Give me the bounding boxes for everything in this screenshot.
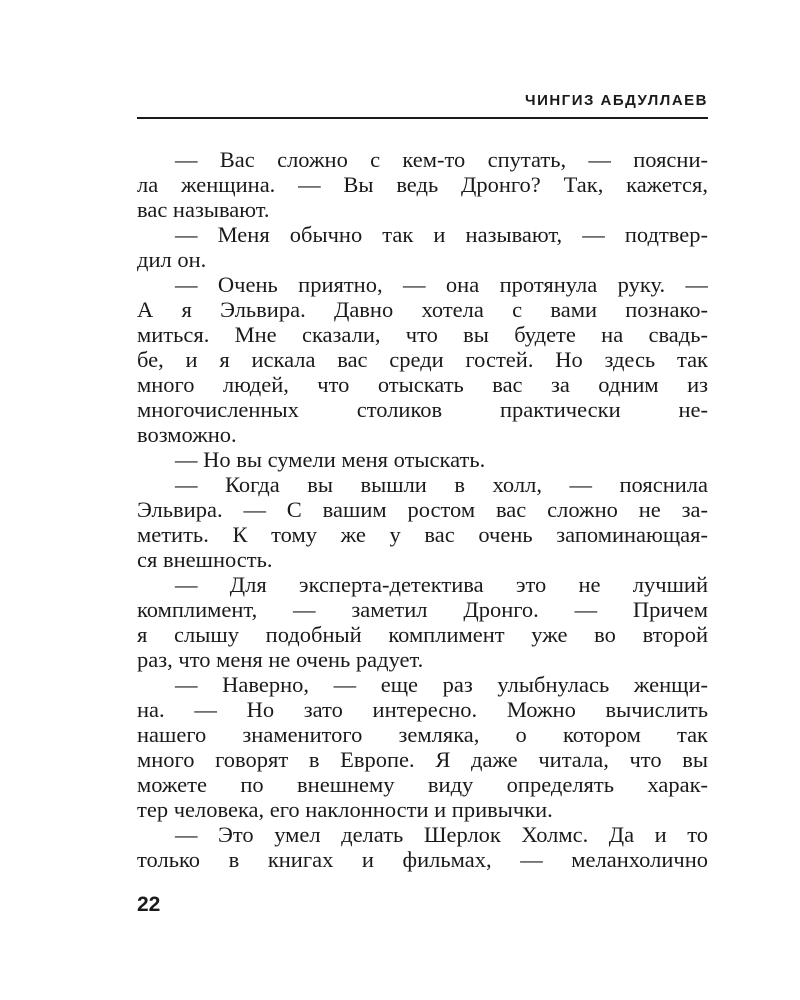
text-line: — Очень приятно, — она протянула руку. — [175, 272, 708, 297]
text-line: — Меня обычно так и называют, — подтвер- [175, 222, 708, 247]
text-line: возможно. [137, 422, 237, 447]
text-line: метить. К тому же у вас очень запоминающая- [137, 522, 708, 547]
text-line: только в книгах и фильмах, — меланхолично [137, 847, 708, 872]
text-line: я слышу подобный комплимент уже во второй [137, 622, 708, 647]
text-line: — Наверно, — еще раз улыбнулась женщи- [175, 672, 708, 697]
body-text [137, 147, 708, 872]
text-line: — Для эксперта-детектива это не лучший [175, 572, 708, 597]
text-line: нашего знаменитого земляка, о котором так [137, 722, 708, 747]
page-number: 22 [137, 893, 161, 916]
text-line: А я Эльвира. Давно хотела с вами познако- [137, 297, 708, 322]
text-line: тер человека, его наклонности и привычки. [137, 797, 553, 822]
text-line: можете по внешнему виду определять харак- [137, 772, 708, 797]
header-rule [137, 117, 708, 119]
text-line: много людей, что отыскать вас за одним из [137, 372, 708, 397]
text-line: ла женщина. — Вы ведь Дронго? Так, кажется, [137, 172, 708, 197]
text-line: — Но вы сумели меня отыскать. [175, 447, 486, 472]
text-line: комплимент, — заметил Дронго. — Причем [137, 597, 708, 622]
text-line: миться. Мне сказали, что вы будете на свадь- [137, 322, 708, 347]
text-line: раз, что меня не очень радует. [137, 647, 424, 672]
text-line: бе, и я искала вас среди гостей. Но здесь так [137, 347, 708, 372]
text-line: многочисленных столиков практически не- [137, 397, 708, 422]
text-line: вас называют. [137, 197, 270, 222]
text-line: много говорят в Европе. Я даже читала, что вы [137, 747, 708, 772]
text-line: ся внешность. [137, 547, 273, 572]
text-line: на. — Но зато интересно. Можно вычислить [137, 697, 708, 722]
text-line: — Когда вы вышли в холл, — пояснила [175, 472, 708, 497]
text-line: Эльвира. — С вашим ростом вас сложно не за- [137, 497, 708, 522]
text-line: дил он. [137, 247, 207, 272]
running-head-author: ЧИНГИЗ АБДУЛЛАЕВ [525, 92, 708, 109]
text-line: — Это умел делать Шерлок Холмс. Да и то [175, 822, 708, 847]
text-line: — Вас сложно с кем-то спутать, — поясни- [175, 147, 708, 172]
